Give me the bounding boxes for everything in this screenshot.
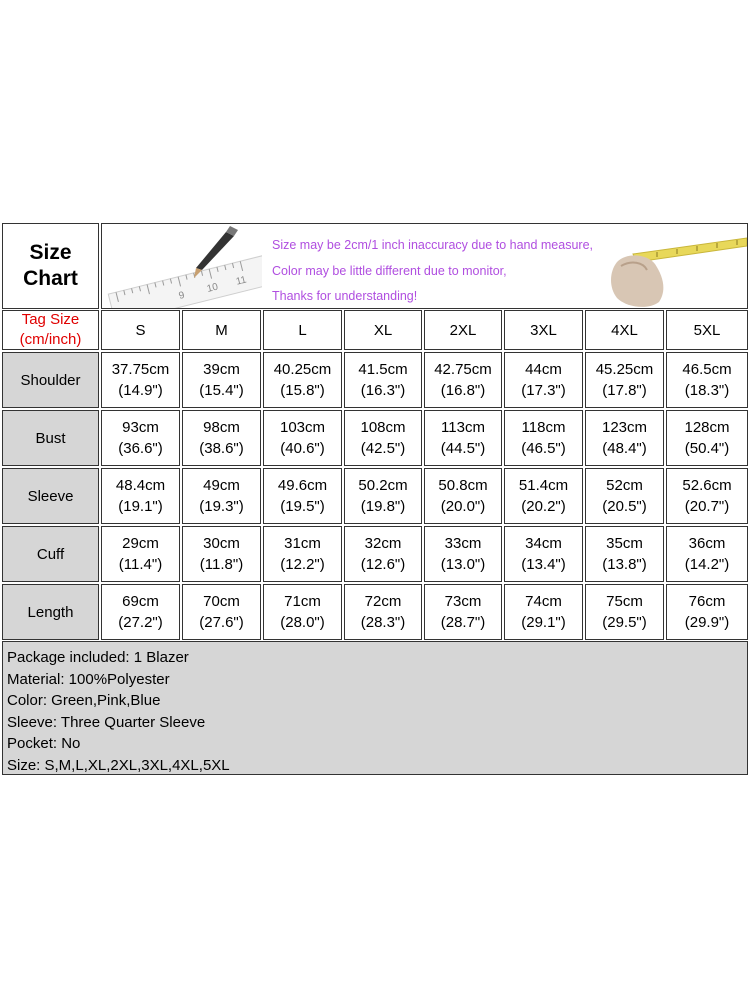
table-cell xyxy=(182,468,261,524)
cell-inch: (29.1") xyxy=(521,614,566,631)
cell-cm: 40.25cm xyxy=(273,361,332,378)
cell-inch: (17.3") xyxy=(521,382,566,399)
table-row xyxy=(2,410,748,466)
cell-cm: 35cm xyxy=(606,535,643,552)
cell-inch: (40.6") xyxy=(280,440,325,457)
table-cell xyxy=(101,352,180,408)
cell-cm: 74cm xyxy=(525,593,562,610)
table-cell xyxy=(424,584,502,640)
table-cell xyxy=(182,352,261,408)
table-cell xyxy=(585,352,664,408)
table-cell xyxy=(101,584,180,640)
cell-cm: 39cm xyxy=(203,361,240,378)
cell-cm: 70cm xyxy=(203,593,240,610)
cell-inch: (16.8") xyxy=(440,382,486,399)
cell-cm: 98cm xyxy=(203,419,240,436)
table-cell xyxy=(182,584,261,640)
size-col-header: M xyxy=(182,310,261,350)
detail-color: Color: Green,Pink,Blue xyxy=(7,692,161,709)
size-col-header: 4XL xyxy=(585,310,664,350)
table-cell xyxy=(585,584,664,640)
table-cell xyxy=(101,410,180,466)
table-cell xyxy=(504,468,583,524)
size-chart-title xyxy=(2,223,99,309)
cell-cm: 52.6cm xyxy=(682,477,732,494)
cell-cm: 51.4cm xyxy=(518,477,569,494)
cell-inch: (14.9") xyxy=(118,382,163,399)
table-row xyxy=(2,468,748,524)
cell-cm: 44cm xyxy=(525,361,562,378)
cell-cm: 71cm xyxy=(284,593,321,610)
cell-inch: (12.6") xyxy=(360,556,406,573)
cell-cm: 46.5cm xyxy=(682,361,732,378)
cell-cm: 45.25cm xyxy=(595,361,654,378)
cell-inch: (44.5") xyxy=(440,440,486,457)
ruler-number: 9 xyxy=(177,289,186,302)
size-col-header: 5XL xyxy=(666,310,748,350)
cell-cm: 52cm xyxy=(606,477,643,494)
cell-inch: (13.0") xyxy=(440,556,486,573)
cell-inch: (15.8") xyxy=(280,382,325,399)
cell-cm: 32cm xyxy=(364,535,402,552)
table-cell xyxy=(585,526,664,582)
cell-inch: (46.5") xyxy=(521,440,566,457)
cell-cm: 29cm xyxy=(122,535,159,552)
table-cell xyxy=(344,352,422,408)
cell-cm: 73cm xyxy=(444,593,482,610)
table-cell xyxy=(504,584,583,640)
table-cell xyxy=(666,352,748,408)
cell-inch: (19.8") xyxy=(360,498,406,515)
ruler-pencil-illustration xyxy=(102,224,262,309)
cell-inch: (15.4") xyxy=(199,382,244,399)
cell-cm: 37.75cm xyxy=(111,361,170,378)
product-details xyxy=(2,641,748,775)
cell-inch: (20.7") xyxy=(684,498,730,515)
cell-inch: (48.4") xyxy=(602,440,647,457)
ruler-number: 10 xyxy=(205,281,220,295)
cell-cm: 118cm xyxy=(521,419,566,436)
detail-package: Package included: 1 Blazer xyxy=(7,649,189,666)
table-cell xyxy=(263,410,342,466)
note-thanks: Thanks for understanding! xyxy=(272,289,418,303)
table-cell xyxy=(101,468,180,524)
cell-cm: 49.6cm xyxy=(277,477,328,494)
cell-inch: (20.0") xyxy=(440,498,486,515)
table-cell xyxy=(263,526,342,582)
cell-inch: (17.8") xyxy=(602,382,647,399)
detail-sleeve: Sleeve: Three Quarter Sleeve xyxy=(7,713,206,731)
cell-inch: (13.4") xyxy=(521,556,566,573)
cell-cm: 48.4cm xyxy=(115,477,166,494)
row-label: Length xyxy=(2,584,99,640)
cell-cm: 50.8cm xyxy=(438,477,488,494)
table-cell xyxy=(424,526,502,582)
cell-cm: 49cm xyxy=(203,477,240,494)
cell-inch: (19.1") xyxy=(118,498,163,515)
tag-size-label-line2: (cm/inch) xyxy=(19,331,82,348)
detail-sizes: Size: S,M,L,XL,2XL,3XL,4XL,5XL xyxy=(7,756,230,774)
cell-cm: 72cm xyxy=(364,593,402,610)
size-col-header: L xyxy=(263,310,342,350)
cell-inch: (11.8") xyxy=(199,556,244,573)
measurement-banner xyxy=(101,223,748,309)
cell-cm: 33cm xyxy=(444,535,482,552)
table-cell xyxy=(504,526,583,582)
cell-inch: (18.3") xyxy=(684,382,730,399)
tape-measure-hand-illustration xyxy=(597,224,747,309)
cell-inch: (27.2") xyxy=(118,614,163,631)
cell-cm: 50.2cm xyxy=(358,477,408,494)
table-cell xyxy=(504,410,583,466)
table-cell xyxy=(344,468,422,524)
cell-inch: (20.2") xyxy=(521,498,566,515)
cell-cm: 108cm xyxy=(360,419,406,436)
size-col-header: 3XL xyxy=(504,310,583,350)
table-cell xyxy=(182,410,261,466)
table-cell xyxy=(263,584,342,640)
table-cell xyxy=(101,526,180,582)
cell-cm: 75cm xyxy=(606,593,643,610)
size-chart-title-line1: Size xyxy=(29,241,72,264)
cell-inch: (28.3") xyxy=(360,614,406,631)
size-col-header: S xyxy=(101,310,180,350)
table-cell xyxy=(666,410,748,466)
table-cell xyxy=(424,468,502,524)
table-cell xyxy=(666,584,748,640)
note-color: Color may be little different due to monitor, xyxy=(272,264,507,278)
cell-cm: 103cm xyxy=(279,419,326,436)
cell-cm: 128cm xyxy=(684,419,730,436)
size-col-header: XL xyxy=(344,310,422,350)
cell-cm: 42.75cm xyxy=(434,361,492,378)
cell-inch: (27.6") xyxy=(199,614,244,631)
cell-inch: (42.5") xyxy=(360,440,406,457)
cell-cm: 93cm xyxy=(122,419,159,436)
table-cell xyxy=(504,352,583,408)
table-cell xyxy=(585,468,664,524)
tag-size-label-line1: Tag Size xyxy=(21,311,80,328)
table-cell xyxy=(263,352,342,408)
detail-material: Material: 100%Polyester xyxy=(7,670,170,688)
cell-cm: 123cm xyxy=(601,419,648,436)
table-row xyxy=(2,584,748,640)
cell-cm: 30cm xyxy=(203,535,240,552)
cell-inch: (28.7") xyxy=(440,614,486,631)
cell-cm: 31cm xyxy=(284,535,321,552)
row-label: Cuff xyxy=(2,526,99,582)
table-cell xyxy=(666,468,748,524)
cell-inch: (29.5") xyxy=(602,614,647,631)
table-cell xyxy=(182,526,261,582)
size-col-header: 2XL xyxy=(424,310,502,350)
cell-cm: 69cm xyxy=(122,593,159,610)
table-cell xyxy=(344,584,422,640)
cell-inch: (16.3") xyxy=(360,382,406,399)
cell-inch: (29.9") xyxy=(684,614,730,631)
cell-inch: (13.8") xyxy=(602,556,647,573)
table-cell xyxy=(263,468,342,524)
cell-inch: (19.3") xyxy=(199,498,244,515)
row-label: Sleeve xyxy=(2,468,99,524)
table-cell xyxy=(585,410,664,466)
cell-cm: 41.5cm xyxy=(358,361,408,378)
table-row xyxy=(2,352,748,408)
cell-cm: 113cm xyxy=(441,419,485,436)
size-chart-title-line2: Chart xyxy=(23,267,78,290)
table-cell xyxy=(666,526,748,582)
table-row xyxy=(2,526,748,582)
cell-inch: (28.0") xyxy=(280,614,325,631)
cell-inch: (14.2") xyxy=(684,556,730,573)
size-chart-sheet xyxy=(0,221,750,777)
size-header-row xyxy=(2,310,748,350)
row-label: Bust xyxy=(2,410,99,466)
chart-header xyxy=(2,223,748,309)
cell-inch: (38.6") xyxy=(199,440,244,457)
ruler-number: 11 xyxy=(234,274,248,288)
table-cell xyxy=(424,410,502,466)
row-label: Shoulder xyxy=(2,352,99,408)
table-cell xyxy=(344,526,422,582)
note-inaccuracy: Size may be 2cm/1 inch inaccuracy due to hand measure, xyxy=(272,238,594,252)
detail-pocket: Pocket: No xyxy=(7,735,81,752)
table-cell xyxy=(424,352,502,408)
cell-cm: 76cm xyxy=(688,593,726,610)
cell-inch: (50.4") xyxy=(684,440,730,457)
tag-size-label xyxy=(2,310,99,350)
cell-inch: (12.2") xyxy=(280,556,325,573)
cell-inch: (11.4") xyxy=(118,556,163,573)
cell-cm: 34cm xyxy=(525,535,562,552)
cell-inch: (20.5") xyxy=(602,498,647,515)
cell-inch: (36.6") xyxy=(118,440,163,457)
cell-cm: 36cm xyxy=(688,535,726,552)
cell-inch: (19.5") xyxy=(280,498,325,515)
table-cell xyxy=(344,410,422,466)
